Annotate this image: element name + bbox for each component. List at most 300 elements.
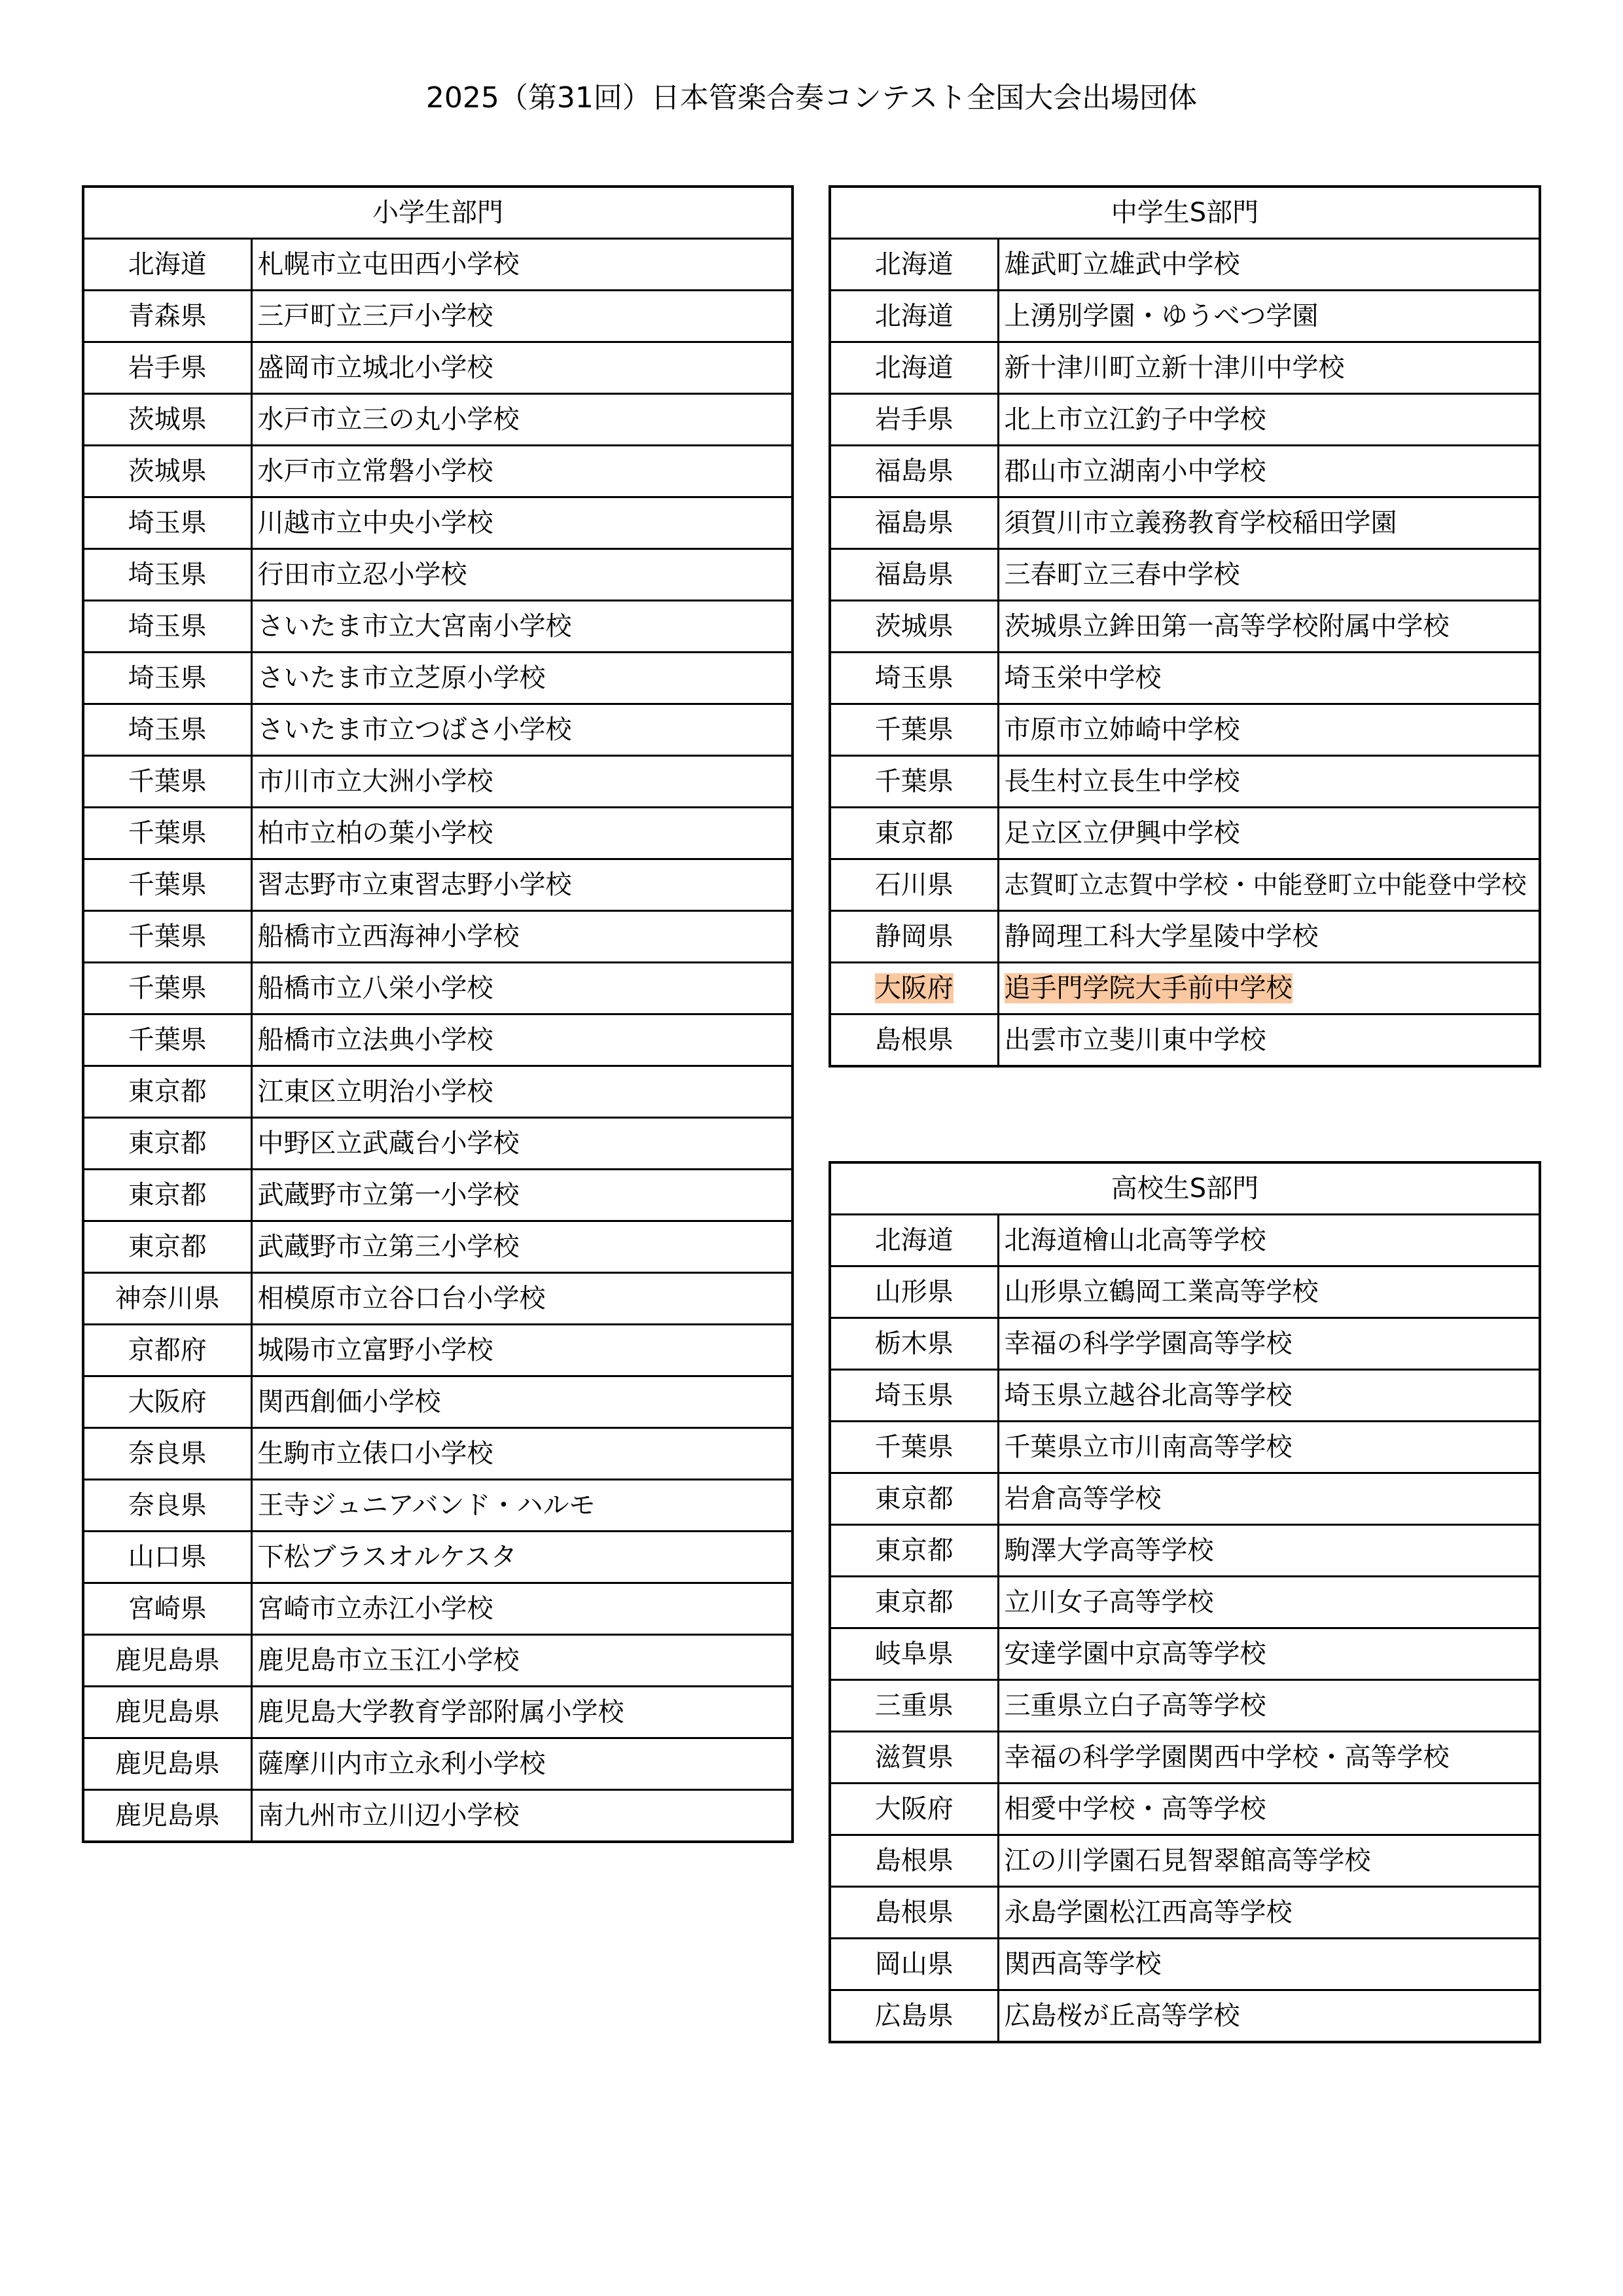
school-cell bbox=[998, 1473, 1540, 1525]
table-row bbox=[830, 1732, 1540, 1784]
prefecture-name: 埼玉県 bbox=[128, 508, 207, 538]
prefecture-cell bbox=[830, 1732, 998, 1784]
table-row bbox=[830, 808, 1540, 859]
table-row bbox=[83, 394, 793, 446]
prefecture-name: 埼玉県 bbox=[874, 1380, 954, 1410]
school-name: 宮崎市立赤江小学校 bbox=[257, 1594, 493, 1624]
school-cell bbox=[998, 446, 1540, 497]
school-name: 南九州市立川辺小学校 bbox=[257, 1801, 520, 1831]
table-row bbox=[830, 1215, 1540, 1266]
school-name: 水戸市立常磐小学校 bbox=[257, 456, 493, 486]
school-cell bbox=[251, 446, 793, 497]
table-row bbox=[830, 394, 1540, 446]
table-row bbox=[83, 1118, 793, 1170]
school-cell bbox=[251, 704, 793, 756]
school-name: 相愛中学校・高等学校 bbox=[1004, 1794, 1266, 1824]
table-row bbox=[830, 1887, 1540, 1939]
prefecture-cell bbox=[83, 911, 251, 963]
school-name: 上湧別学園・ゆうべつ学園 bbox=[1004, 301, 1319, 331]
prefecture-cell bbox=[830, 1473, 998, 1525]
school-name: 盛岡市立城北小学校 bbox=[257, 353, 493, 383]
table-row bbox=[830, 1525, 1540, 1577]
table-row bbox=[83, 963, 793, 1014]
school-cell bbox=[998, 291, 1540, 342]
prefecture-name: 茨城県 bbox=[874, 611, 954, 641]
table-header-row bbox=[830, 1162, 1540, 1215]
school-name: 出雲市立斐川東中学校 bbox=[1004, 1025, 1266, 1055]
prefecture-name: 埼玉県 bbox=[874, 663, 954, 693]
school-name: 川越市立中央小学校 bbox=[257, 508, 493, 538]
table-row bbox=[830, 1266, 1540, 1318]
prefecture-cell bbox=[83, 1014, 251, 1066]
prefecture-name: 山口県 bbox=[128, 1542, 207, 1572]
school-cell bbox=[998, 808, 1540, 859]
prefecture-cell bbox=[830, 756, 998, 808]
school-name: さいたま市立つばさ小学校 bbox=[257, 715, 572, 745]
school-cell bbox=[251, 1738, 793, 1790]
school-cell bbox=[998, 1680, 1540, 1732]
table-header-row bbox=[83, 187, 793, 239]
school-name: 習志野市立東習志野小学校 bbox=[257, 870, 572, 900]
prefecture-cell bbox=[83, 1687, 251, 1738]
school-name: 柏市立柏の葉小学校 bbox=[257, 818, 493, 848]
prefecture-name: 島根県 bbox=[874, 1897, 954, 1928]
school-name: 千葉県立市川南高等学校 bbox=[1004, 1432, 1293, 1462]
school-cell bbox=[251, 653, 793, 704]
school-name: 関西創価小学校 bbox=[257, 1387, 441, 1417]
table-row bbox=[830, 291, 1540, 342]
prefecture-name: 東京都 bbox=[128, 1077, 207, 1107]
table-row bbox=[83, 1583, 793, 1635]
prefecture-cell bbox=[83, 446, 251, 497]
prefecture-cell bbox=[830, 859, 998, 911]
school-cell bbox=[998, 1422, 1540, 1473]
prefecture-cell bbox=[830, 291, 998, 342]
prefecture-cell bbox=[830, 1525, 998, 1577]
table-row bbox=[830, 1628, 1540, 1680]
prefecture-cell bbox=[83, 1221, 251, 1273]
school-cell bbox=[251, 859, 793, 911]
table-row bbox=[83, 1738, 793, 1790]
table-row bbox=[83, 549, 793, 601]
prefecture-name: 大阪府 bbox=[128, 1387, 207, 1417]
school-cell bbox=[251, 911, 793, 963]
prefecture-name: 千葉県 bbox=[128, 818, 207, 848]
table-row bbox=[830, 859, 1540, 911]
table-row bbox=[83, 1170, 793, 1221]
school-name: 三春町立三春中学校 bbox=[1004, 560, 1240, 590]
table-header-row bbox=[830, 187, 1540, 239]
school-cell bbox=[251, 1014, 793, 1066]
division-title: 小学生部門 bbox=[83, 187, 793, 239]
school-cell bbox=[251, 1066, 793, 1118]
prefecture-name: 鹿児島県 bbox=[115, 1645, 220, 1676]
prefecture-name: 静岡県 bbox=[874, 922, 954, 952]
table-row bbox=[830, 446, 1540, 497]
school-name: 船橋市立八栄小学校 bbox=[257, 973, 493, 1003]
prefecture-name: 千葉県 bbox=[874, 1432, 954, 1462]
prefecture-name: 栃木県 bbox=[874, 1329, 954, 1359]
prefecture-name: 埼玉県 bbox=[128, 715, 207, 745]
school-cell bbox=[251, 239, 793, 291]
school-cell bbox=[998, 1215, 1540, 1266]
prefecture-name: 石川県 bbox=[874, 870, 954, 900]
school-name: 雄武町立雄武中学校 bbox=[1004, 249, 1240, 279]
prefecture-cell bbox=[830, 911, 998, 963]
school-cell bbox=[998, 1370, 1540, 1422]
table-row bbox=[830, 1370, 1540, 1422]
school-name: 山形県立鶴岡工業高等学校 bbox=[1004, 1277, 1319, 1307]
school-cell bbox=[998, 1014, 1540, 1067]
prefecture-cell bbox=[830, 394, 998, 446]
school-name: 北上市立江釣子中学校 bbox=[1004, 404, 1266, 435]
school-name: 船橋市立法典小学校 bbox=[257, 1025, 493, 1055]
school-name: 江東区立明治小学校 bbox=[257, 1077, 493, 1107]
school-cell bbox=[998, 756, 1540, 808]
prefecture-cell bbox=[830, 446, 998, 497]
school-cell bbox=[251, 497, 793, 549]
table-row bbox=[83, 1325, 793, 1376]
school-cell bbox=[251, 1118, 793, 1170]
prefecture-name: 青森県 bbox=[128, 301, 207, 331]
prefecture-name: 岩手県 bbox=[874, 404, 954, 435]
table-row bbox=[83, 1532, 793, 1583]
prefecture-cell bbox=[830, 601, 998, 653]
prefecture-cell bbox=[83, 291, 251, 342]
school-name: 薩摩川内市立永利小学校 bbox=[257, 1749, 546, 1779]
school-cell bbox=[998, 653, 1540, 704]
school-cell bbox=[998, 239, 1540, 291]
table-row bbox=[83, 911, 793, 963]
prefecture-cell bbox=[830, 1835, 998, 1887]
prefecture-name: 東京都 bbox=[874, 1535, 954, 1566]
school-cell bbox=[998, 1990, 1540, 2043]
prefecture-cell bbox=[830, 963, 998, 1014]
school-name: 立川女子高等学校 bbox=[1004, 1587, 1214, 1617]
school-name: 市原市立姉崎中学校 bbox=[1004, 715, 1240, 745]
prefecture-name: 埼玉県 bbox=[128, 611, 207, 641]
table-row bbox=[83, 1687, 793, 1738]
school-name: 岩倉高等学校 bbox=[1004, 1484, 1162, 1514]
prefecture-cell bbox=[83, 1273, 251, 1325]
school-cell bbox=[251, 1325, 793, 1376]
prefecture-name: 奈良県 bbox=[128, 1439, 207, 1469]
prefecture-cell bbox=[83, 963, 251, 1014]
prefecture-cell bbox=[830, 1318, 998, 1370]
school-name: 志賀町立志賀中学校・中能登町立中能登中学校 bbox=[1004, 870, 1527, 899]
table-row bbox=[83, 1635, 793, 1687]
table-row bbox=[830, 704, 1540, 756]
table-row bbox=[830, 1473, 1540, 1525]
school-cell bbox=[998, 704, 1540, 756]
school-name: 三重県立白子高等学校 bbox=[1004, 1691, 1266, 1721]
school-name: 船橋市立西海神小学校 bbox=[257, 922, 520, 952]
prefecture-name: 埼玉県 bbox=[128, 560, 207, 590]
prefecture-cell bbox=[83, 1066, 251, 1118]
prefecture-cell bbox=[830, 653, 998, 704]
table-row bbox=[830, 756, 1540, 808]
school-cell bbox=[251, 1221, 793, 1273]
prefecture-cell bbox=[83, 1118, 251, 1170]
prefecture-cell bbox=[83, 859, 251, 911]
prefecture-name: 広島県 bbox=[874, 2001, 954, 2031]
prefecture-name: 千葉県 bbox=[874, 715, 954, 745]
prefecture-cell bbox=[83, 549, 251, 601]
prefecture-cell bbox=[830, 1887, 998, 1939]
prefecture-name: 茨城県 bbox=[128, 456, 207, 486]
junior-high-s-division-table bbox=[829, 185, 1541, 1067]
school-cell bbox=[998, 1732, 1540, 1784]
school-name: 鹿児島大学教育学部附属小学校 bbox=[257, 1697, 624, 1727]
school-name: 静岡理工科大学星陵中学校 bbox=[1004, 922, 1319, 952]
school-cell bbox=[251, 756, 793, 808]
school-name: 相模原市立谷口台小学校 bbox=[257, 1283, 546, 1314]
school-name: 関西高等学校 bbox=[1004, 1949, 1162, 1979]
school-name: さいたま市立大宮南小学校 bbox=[257, 611, 572, 641]
division-title: 高校生S部門 bbox=[830, 1162, 1540, 1215]
prefecture-cell bbox=[830, 808, 998, 859]
school-cell bbox=[998, 1525, 1540, 1577]
school-cell bbox=[998, 1835, 1540, 1887]
prefecture-cell bbox=[83, 1325, 251, 1376]
school-name: 幸福の科学学園高等学校 bbox=[1004, 1329, 1293, 1359]
school-name: 王寺ジュニアバンド・ハルモ bbox=[257, 1490, 596, 1520]
prefecture-cell bbox=[830, 1628, 998, 1680]
prefecture-cell bbox=[83, 1170, 251, 1221]
school-name: 北海道檜山北高等学校 bbox=[1004, 1225, 1266, 1255]
school-name: 下松ブラスオルケスタ bbox=[257, 1542, 517, 1572]
school-cell bbox=[998, 963, 1540, 1014]
table-row bbox=[830, 1680, 1540, 1732]
prefecture-cell bbox=[83, 1738, 251, 1790]
table-row bbox=[830, 601, 1540, 653]
table-row bbox=[83, 1066, 793, 1118]
school-cell bbox=[998, 497, 1540, 549]
table-row bbox=[830, 653, 1540, 704]
prefecture-name: 福島県 bbox=[874, 560, 954, 590]
prefecture-cell bbox=[83, 1790, 251, 1842]
prefecture-cell bbox=[83, 239, 251, 291]
school-name: 三戸町立三戸小学校 bbox=[257, 301, 493, 331]
table-row bbox=[83, 1790, 793, 1842]
school-name: 新十津川町立新十津川中学校 bbox=[1004, 353, 1345, 383]
prefecture-cell bbox=[830, 239, 998, 291]
prefecture-cell bbox=[830, 1422, 998, 1473]
school-cell bbox=[998, 1939, 1540, 1990]
prefecture-name: 島根県 bbox=[874, 1846, 954, 1876]
high-school-s-division-table bbox=[829, 1161, 1541, 2043]
school-cell bbox=[998, 859, 1540, 911]
prefecture-name: 埼玉県 bbox=[128, 663, 207, 693]
table-row bbox=[83, 497, 793, 549]
table-row bbox=[830, 1939, 1540, 1990]
prefecture-cell bbox=[830, 1370, 998, 1422]
table-row bbox=[83, 291, 793, 342]
school-name: 長生村立長生中学校 bbox=[1004, 766, 1240, 797]
table-row bbox=[830, 1577, 1540, 1628]
table-row bbox=[83, 1428, 793, 1480]
table-row bbox=[830, 911, 1540, 963]
prefecture-name: 奈良県 bbox=[128, 1490, 207, 1520]
table-row bbox=[83, 1273, 793, 1325]
school-name: 生駒市立俵口小学校 bbox=[257, 1439, 493, 1469]
school-name: 鹿児島市立玉江小学校 bbox=[257, 1645, 520, 1676]
prefecture-cell bbox=[83, 1376, 251, 1428]
school-cell bbox=[251, 808, 793, 859]
prefecture-name: 千葉県 bbox=[128, 870, 207, 900]
school-name: 埼玉栄中学校 bbox=[1004, 663, 1162, 693]
table-row bbox=[830, 1990, 1540, 2043]
table-row bbox=[83, 1376, 793, 1428]
school-name: 札幌市立屯田西小学校 bbox=[257, 249, 520, 279]
table-row bbox=[83, 446, 793, 497]
prefecture-name: 北海道 bbox=[874, 1225, 954, 1255]
prefecture-cell bbox=[83, 1428, 251, 1480]
school-cell bbox=[251, 1687, 793, 1738]
school-cell bbox=[251, 291, 793, 342]
prefecture-name: 鹿児島県 bbox=[115, 1749, 220, 1779]
school-cell bbox=[251, 1428, 793, 1480]
prefecture-name: 千葉県 bbox=[128, 973, 207, 1003]
prefecture-name: 山形県 bbox=[874, 1277, 954, 1307]
prefecture-name: 福島県 bbox=[874, 508, 954, 538]
prefecture-name: 岡山県 bbox=[874, 1949, 954, 1979]
school-cell bbox=[251, 1273, 793, 1325]
table-row bbox=[83, 239, 793, 291]
division-title: 中学生S部門 bbox=[830, 187, 1540, 239]
prefecture-cell bbox=[830, 342, 998, 394]
school-name: 足立区立伊興中学校 bbox=[1004, 818, 1240, 848]
school-name: 城陽市立富野小学校 bbox=[257, 1335, 493, 1365]
prefecture-name: 千葉県 bbox=[128, 1025, 207, 1055]
school-cell bbox=[998, 911, 1540, 963]
prefecture-cell bbox=[83, 394, 251, 446]
prefecture-cell bbox=[83, 1583, 251, 1635]
prefecture-cell bbox=[830, 1939, 998, 1990]
prefecture-cell bbox=[830, 704, 998, 756]
prefecture-name: 福島県 bbox=[874, 456, 954, 486]
school-name: さいたま市立芝原小学校 bbox=[257, 663, 546, 693]
school-cell bbox=[998, 342, 1540, 394]
school-cell bbox=[251, 1635, 793, 1687]
prefecture-name: 鹿児島県 bbox=[115, 1697, 220, 1727]
prefecture-cell bbox=[830, 1266, 998, 1318]
school-cell bbox=[251, 1532, 793, 1583]
prefecture-name: 東京都 bbox=[874, 1587, 954, 1617]
prefecture-cell bbox=[830, 1577, 998, 1628]
school-cell bbox=[998, 1266, 1540, 1318]
school-name: 安達学園中京高等学校 bbox=[1004, 1639, 1266, 1669]
prefecture-cell bbox=[83, 1635, 251, 1687]
prefecture-cell bbox=[83, 497, 251, 549]
school-cell bbox=[251, 549, 793, 601]
prefecture-name: 東京都 bbox=[128, 1128, 207, 1158]
elementary-division-table bbox=[82, 185, 794, 1843]
table-row bbox=[830, 1422, 1540, 1473]
school-name: 埼玉県立越谷北高等学校 bbox=[1004, 1380, 1293, 1410]
prefecture-name: 島根県 bbox=[874, 1025, 954, 1055]
prefecture-cell bbox=[830, 1680, 998, 1732]
table-row bbox=[830, 963, 1540, 1014]
prefecture-name: 東京都 bbox=[874, 1484, 954, 1514]
prefecture-name: 岐阜県 bbox=[874, 1639, 954, 1669]
school-name: 駒澤大学高等学校 bbox=[1004, 1535, 1214, 1566]
prefecture-name: 三重県 bbox=[874, 1691, 954, 1721]
prefecture-name: 大阪府 bbox=[874, 973, 954, 1003]
page-title: 2025（第31回）日本管楽合奏コンテスト全国大会出場団体 bbox=[425, 81, 1198, 115]
prefecture-name: 千葉県 bbox=[874, 766, 954, 797]
prefecture-cell bbox=[83, 704, 251, 756]
prefecture-name: 東京都 bbox=[128, 1232, 207, 1262]
school-cell bbox=[998, 1318, 1540, 1370]
school-cell bbox=[251, 1480, 793, 1532]
school-cell bbox=[251, 601, 793, 653]
table-row bbox=[830, 342, 1540, 394]
prefecture-cell bbox=[83, 1532, 251, 1583]
school-name: 広島桜が丘高等学校 bbox=[1004, 2001, 1240, 2031]
prefecture-name: 北海道 bbox=[128, 249, 207, 279]
school-cell bbox=[998, 549, 1540, 601]
table-row bbox=[83, 1221, 793, 1273]
prefecture-name: 神奈川県 bbox=[115, 1283, 220, 1314]
school-cell bbox=[251, 1170, 793, 1221]
table-row bbox=[830, 497, 1540, 549]
school-name: 須賀川市立義務教育学校稲田学園 bbox=[1004, 508, 1397, 538]
prefecture-name: 千葉県 bbox=[128, 922, 207, 952]
school-cell bbox=[251, 1583, 793, 1635]
prefecture-cell bbox=[830, 1784, 998, 1835]
table-row bbox=[830, 549, 1540, 601]
school-cell bbox=[998, 601, 1540, 653]
prefecture-name: 茨城県 bbox=[128, 404, 207, 435]
school-cell bbox=[251, 394, 793, 446]
table-row bbox=[830, 1784, 1540, 1835]
prefecture-name: 北海道 bbox=[874, 249, 954, 279]
school-name: 武蔵野市立第三小学校 bbox=[257, 1232, 520, 1262]
table-row bbox=[830, 1014, 1540, 1067]
prefecture-cell bbox=[83, 342, 251, 394]
table-row bbox=[830, 1835, 1540, 1887]
prefecture-name: 北海道 bbox=[874, 301, 954, 331]
school-name: 市川市立大洲小学校 bbox=[257, 766, 493, 797]
prefecture-cell bbox=[83, 808, 251, 859]
table-row bbox=[83, 704, 793, 756]
prefecture-name: 京都府 bbox=[128, 1335, 207, 1365]
school-cell bbox=[251, 1376, 793, 1428]
table-row bbox=[830, 1318, 1540, 1370]
school-cell bbox=[998, 394, 1540, 446]
school-name: 行田市立忍小学校 bbox=[257, 560, 467, 590]
prefecture-cell bbox=[830, 1215, 998, 1266]
school-cell bbox=[998, 1628, 1540, 1680]
school-name: 江の川学園石見智翠館高等学校 bbox=[1004, 1846, 1371, 1876]
school-name: 郡山市立湖南小中学校 bbox=[1004, 456, 1266, 486]
school-name: 水戸市立三の丸小学校 bbox=[257, 404, 520, 435]
prefecture-name: 北海道 bbox=[874, 353, 954, 383]
prefecture-cell bbox=[83, 653, 251, 704]
prefecture-cell bbox=[830, 1990, 998, 2043]
table-row bbox=[83, 756, 793, 808]
prefecture-cell bbox=[83, 1480, 251, 1532]
prefecture-name: 東京都 bbox=[874, 818, 954, 848]
table-row bbox=[83, 342, 793, 394]
school-name: 武蔵野市立第一小学校 bbox=[257, 1180, 520, 1210]
prefecture-cell bbox=[830, 549, 998, 601]
prefecture-cell bbox=[83, 601, 251, 653]
school-cell bbox=[251, 963, 793, 1014]
prefecture-name: 大阪府 bbox=[874, 1794, 954, 1824]
prefecture-name: 千葉県 bbox=[128, 766, 207, 797]
